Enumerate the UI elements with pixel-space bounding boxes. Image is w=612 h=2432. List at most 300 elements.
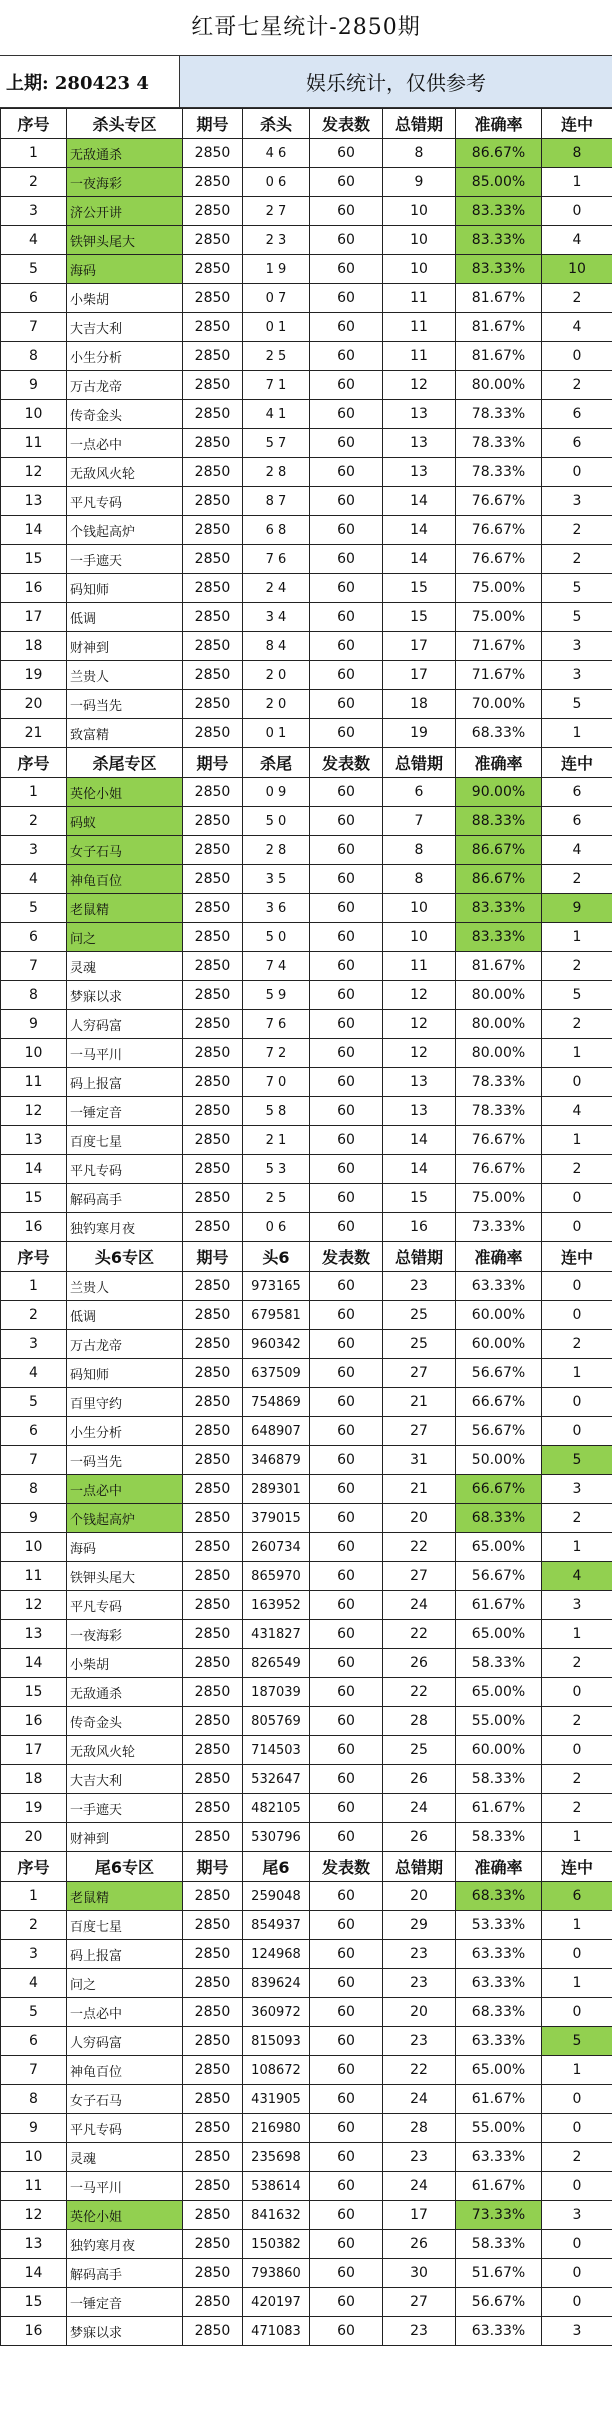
cell-name: 低调 bbox=[67, 603, 183, 632]
cell-numbers: 216980 bbox=[243, 2114, 310, 2143]
table-row bbox=[1, 1213, 612, 1242]
cell-total-wrong: 14 bbox=[383, 1155, 456, 1184]
cell-name: 无敌通杀 bbox=[67, 1678, 183, 1707]
cell-streak: 1 bbox=[542, 168, 612, 197]
cell-total-wrong: 11 bbox=[383, 952, 456, 981]
cell-streak: 4 bbox=[542, 226, 612, 255]
cell-rank: 16 bbox=[1, 1213, 67, 1242]
cell-numbers: 538614 bbox=[243, 2172, 310, 2201]
cell-rank: 11 bbox=[1, 429, 67, 458]
cell-period: 2850 bbox=[183, 2085, 243, 2114]
cell-streak: 5 bbox=[542, 2027, 612, 2056]
cell-period: 2850 bbox=[183, 1010, 243, 1039]
cell-streak: 2 bbox=[542, 545, 612, 574]
cell-numbers: 7 6 bbox=[243, 545, 310, 574]
cell-numbers: 793860 bbox=[243, 2259, 310, 2288]
cell-accuracy: 53.33% bbox=[456, 1911, 542, 1940]
cell-accuracy: 76.67% bbox=[456, 516, 542, 545]
cell-rank: 3 bbox=[1, 197, 67, 226]
header-cell-period: 期号 bbox=[183, 1852, 243, 1882]
cell-published: 60 bbox=[310, 545, 383, 574]
cell-name: 神龟百位 bbox=[67, 2056, 183, 2085]
cell-streak: 0 bbox=[542, 1272, 612, 1301]
table-row bbox=[1, 1620, 612, 1649]
table-row bbox=[1, 632, 612, 661]
cell-accuracy: 56.67% bbox=[456, 1417, 542, 1446]
header-cell-accuracy: 准确率 bbox=[456, 109, 542, 139]
cell-name: 小柴胡 bbox=[67, 1649, 183, 1678]
cell-total-wrong: 14 bbox=[383, 487, 456, 516]
cell-total-wrong: 26 bbox=[383, 1765, 456, 1794]
header-cell-streak: 连中 bbox=[542, 1852, 612, 1882]
cell-accuracy: 60.00% bbox=[456, 1330, 542, 1359]
cell-accuracy: 75.00% bbox=[456, 603, 542, 632]
disclaimer-banner: 娱乐统计，仅供参考 bbox=[180, 56, 612, 107]
cell-total-wrong: 24 bbox=[383, 2085, 456, 2114]
cell-published: 60 bbox=[310, 1068, 383, 1097]
cell-streak: 2 bbox=[542, 1504, 612, 1533]
cell-published: 60 bbox=[310, 894, 383, 923]
cell-total-wrong: 13 bbox=[383, 1068, 456, 1097]
cell-name: 码蚁 bbox=[67, 807, 183, 836]
cell-published: 60 bbox=[310, 1388, 383, 1417]
cell-period: 2850 bbox=[183, 545, 243, 574]
cell-period: 2850 bbox=[183, 2114, 243, 2143]
cell-period: 2850 bbox=[183, 1794, 243, 1823]
table-row bbox=[1, 1765, 612, 1794]
cell-rank: 14 bbox=[1, 516, 67, 545]
cell-accuracy: 80.00% bbox=[456, 1039, 542, 1068]
cell-total-wrong: 14 bbox=[383, 516, 456, 545]
cell-numbers: 5 0 bbox=[243, 923, 310, 952]
cell-published: 60 bbox=[310, 1707, 383, 1736]
cell-name: 一点必中 bbox=[67, 429, 183, 458]
cell-rank: 3 bbox=[1, 1940, 67, 1969]
cell-total-wrong: 15 bbox=[383, 1184, 456, 1213]
cell-published: 60 bbox=[310, 2230, 383, 2259]
cell-numbers: 431827 bbox=[243, 1620, 310, 1649]
cell-period: 2850 bbox=[183, 690, 243, 719]
table-row bbox=[1, 2027, 612, 2056]
cell-published: 60 bbox=[310, 2201, 383, 2230]
cell-published: 60 bbox=[310, 1794, 383, 1823]
cell-rank: 5 bbox=[1, 894, 67, 923]
table-row bbox=[1, 952, 612, 981]
cell-accuracy: 56.67% bbox=[456, 1359, 542, 1388]
section-header-row bbox=[1, 1852, 612, 1882]
cell-period: 2850 bbox=[183, 1969, 243, 1998]
cell-streak: 0 bbox=[542, 1417, 612, 1446]
cell-accuracy: 61.67% bbox=[456, 2085, 542, 2114]
cell-streak: 3 bbox=[542, 1591, 612, 1620]
cell-period: 2850 bbox=[183, 1823, 243, 1852]
cell-streak: 0 bbox=[542, 458, 612, 487]
table-row bbox=[1, 1039, 612, 1068]
cell-total-wrong: 20 bbox=[383, 1504, 456, 1533]
cell-streak: 3 bbox=[542, 2317, 612, 2346]
cell-accuracy: 65.00% bbox=[456, 2056, 542, 2085]
cell-rank: 21 bbox=[1, 719, 67, 748]
cell-numbers: 3 4 bbox=[243, 603, 310, 632]
table-row bbox=[1, 1184, 612, 1213]
cell-total-wrong: 15 bbox=[383, 574, 456, 603]
cell-period: 2850 bbox=[183, 1359, 243, 1388]
cell-streak: 0 bbox=[542, 1678, 612, 1707]
cell-accuracy: 76.67% bbox=[456, 1126, 542, 1155]
cell-published: 60 bbox=[310, 603, 383, 632]
cell-streak: 2 bbox=[542, 2143, 612, 2172]
cell-numbers: 163952 bbox=[243, 1591, 310, 1620]
cell-name: 百度七星 bbox=[67, 1126, 183, 1155]
cell-rank: 3 bbox=[1, 836, 67, 865]
cell-period: 2850 bbox=[183, 1097, 243, 1126]
cell-numbers: 0 6 bbox=[243, 1213, 310, 1242]
cell-period: 2850 bbox=[183, 458, 243, 487]
cell-published: 60 bbox=[310, 836, 383, 865]
cell-streak: 2 bbox=[542, 516, 612, 545]
cell-published: 60 bbox=[310, 2172, 383, 2201]
cell-period: 2850 bbox=[183, 1213, 243, 1242]
table-row bbox=[1, 400, 612, 429]
cell-period: 2850 bbox=[183, 371, 243, 400]
table-row bbox=[1, 1940, 612, 1969]
cell-name: 一点必中 bbox=[67, 1475, 183, 1504]
cell-accuracy: 60.00% bbox=[456, 1736, 542, 1765]
header-cell-total-wrong: 总错期 bbox=[383, 748, 456, 778]
cell-numbers: 4 1 bbox=[243, 400, 310, 429]
header-cell-published: 发表数 bbox=[310, 748, 383, 778]
cell-streak: 0 bbox=[542, 342, 612, 371]
table-row bbox=[1, 690, 612, 719]
cell-period: 2850 bbox=[183, 1765, 243, 1794]
cell-period: 2850 bbox=[183, 342, 243, 371]
table-row bbox=[1, 778, 612, 807]
cell-total-wrong: 26 bbox=[383, 2230, 456, 2259]
cell-numbers: 2 1 bbox=[243, 1126, 310, 1155]
cell-name: 小生分析 bbox=[67, 342, 183, 371]
cell-accuracy: 78.33% bbox=[456, 400, 542, 429]
cell-total-wrong: 30 bbox=[383, 2259, 456, 2288]
cell-name: 问之 bbox=[67, 1969, 183, 1998]
header-cell-numbers: 杀头 bbox=[243, 109, 310, 139]
cell-name: 神龟百位 bbox=[67, 865, 183, 894]
cell-period: 2850 bbox=[183, 923, 243, 952]
cell-numbers: 259048 bbox=[243, 1882, 310, 1911]
cell-rank: 13 bbox=[1, 2230, 67, 2259]
header-cell-name: 尾6专区 bbox=[67, 1852, 183, 1882]
cell-numbers: 5 3 bbox=[243, 1155, 310, 1184]
cell-period: 2850 bbox=[183, 168, 243, 197]
cell-rank: 5 bbox=[1, 255, 67, 284]
cell-period: 2850 bbox=[183, 2317, 243, 2346]
cell-streak: 5 bbox=[542, 574, 612, 603]
cell-total-wrong: 23 bbox=[383, 1940, 456, 1969]
cell-total-wrong: 14 bbox=[383, 1126, 456, 1155]
cell-accuracy: 63.33% bbox=[456, 2143, 542, 2172]
cell-rank: 4 bbox=[1, 1969, 67, 1998]
cell-numbers: 854937 bbox=[243, 1911, 310, 1940]
cell-published: 60 bbox=[310, 1301, 383, 1330]
cell-total-wrong: 13 bbox=[383, 400, 456, 429]
cell-name: 一马平川 bbox=[67, 1039, 183, 1068]
section-header-row bbox=[1, 1242, 612, 1272]
cell-period: 2850 bbox=[183, 1533, 243, 1562]
cell-numbers: 530796 bbox=[243, 1823, 310, 1852]
cell-streak: 6 bbox=[542, 429, 612, 458]
cell-name: 梦寐以求 bbox=[67, 2317, 183, 2346]
cell-rank: 15 bbox=[1, 545, 67, 574]
cell-total-wrong: 9 bbox=[383, 168, 456, 197]
cell-total-wrong: 24 bbox=[383, 1591, 456, 1620]
table-row bbox=[1, 1969, 612, 1998]
cell-streak: 1 bbox=[542, 2056, 612, 2085]
table-row bbox=[1, 719, 612, 748]
table-row bbox=[1, 923, 612, 952]
cell-name: 解码高手 bbox=[67, 1184, 183, 1213]
cell-streak: 2 bbox=[542, 1765, 612, 1794]
cell-published: 60 bbox=[310, 226, 383, 255]
cell-rank: 10 bbox=[1, 1533, 67, 1562]
cell-name: 海码 bbox=[67, 1533, 183, 1562]
cell-period: 2850 bbox=[183, 1940, 243, 1969]
cell-accuracy: 61.67% bbox=[456, 2172, 542, 2201]
cell-period: 2850 bbox=[183, 2172, 243, 2201]
cell-numbers: 2 5 bbox=[243, 1184, 310, 1213]
cell-rank: 8 bbox=[1, 342, 67, 371]
cell-numbers: 532647 bbox=[243, 1765, 310, 1794]
table-row bbox=[1, 516, 612, 545]
cell-accuracy: 76.67% bbox=[456, 545, 542, 574]
header-cell-rank: 序号 bbox=[1, 1242, 67, 1272]
cell-name: 一锤定音 bbox=[67, 2288, 183, 2317]
cell-streak: 5 bbox=[542, 690, 612, 719]
cell-period: 2850 bbox=[183, 1649, 243, 1678]
cell-rank: 4 bbox=[1, 1359, 67, 1388]
cell-period: 2850 bbox=[183, 1039, 243, 1068]
cell-accuracy: 56.67% bbox=[456, 1562, 542, 1591]
table-row bbox=[1, 2114, 612, 2143]
cell-streak: 0 bbox=[542, 1301, 612, 1330]
cell-name: 一锤定音 bbox=[67, 1097, 183, 1126]
header-cell-accuracy: 准确率 bbox=[456, 748, 542, 778]
cell-streak: 4 bbox=[542, 836, 612, 865]
table-row bbox=[1, 807, 612, 836]
cell-published: 60 bbox=[310, 1126, 383, 1155]
table-row bbox=[1, 1678, 612, 1707]
table-row bbox=[1, 284, 612, 313]
cell-period: 2850 bbox=[183, 778, 243, 807]
cell-total-wrong: 8 bbox=[383, 139, 456, 168]
cell-name: 一手遮天 bbox=[67, 545, 183, 574]
cell-name: 致富精 bbox=[67, 719, 183, 748]
cell-published: 60 bbox=[310, 1823, 383, 1852]
header-cell-numbers: 头6 bbox=[243, 1242, 310, 1272]
cell-streak: 2 bbox=[542, 371, 612, 400]
cell-rank: 5 bbox=[1, 1998, 67, 2027]
cell-published: 60 bbox=[310, 1184, 383, 1213]
cell-streak: 6 bbox=[542, 807, 612, 836]
cell-published: 60 bbox=[310, 400, 383, 429]
table-row bbox=[1, 168, 612, 197]
cell-period: 2850 bbox=[183, 2230, 243, 2259]
cell-accuracy: 63.33% bbox=[456, 2317, 542, 2346]
cell-total-wrong: 26 bbox=[383, 1649, 456, 1678]
header-cell-total-wrong: 总错期 bbox=[383, 109, 456, 139]
cell-numbers: 679581 bbox=[243, 1301, 310, 1330]
table-row bbox=[1, 1388, 612, 1417]
cell-rank: 7 bbox=[1, 313, 67, 342]
cell-name: 小生分析 bbox=[67, 1417, 183, 1446]
cell-numbers: 108672 bbox=[243, 2056, 310, 2085]
cell-rank: 20 bbox=[1, 690, 67, 719]
cell-accuracy: 81.67% bbox=[456, 313, 542, 342]
cell-period: 2850 bbox=[183, 2259, 243, 2288]
header-cell-published: 发表数 bbox=[310, 1852, 383, 1882]
cell-name: 财神到 bbox=[67, 1823, 183, 1852]
header-cell-name: 杀尾专区 bbox=[67, 748, 183, 778]
cell-period: 2850 bbox=[183, 1301, 243, 1330]
cell-name: 平凡专码 bbox=[67, 487, 183, 516]
table-row bbox=[1, 2259, 612, 2288]
cell-streak: 3 bbox=[542, 2201, 612, 2230]
table-row bbox=[1, 1707, 612, 1736]
cell-rank: 2 bbox=[1, 1301, 67, 1330]
cell-streak: 0 bbox=[542, 1184, 612, 1213]
cell-rank: 9 bbox=[1, 371, 67, 400]
cell-name: 万古龙帝 bbox=[67, 1330, 183, 1359]
section-header-row bbox=[1, 109, 612, 139]
cell-numbers: 865970 bbox=[243, 1562, 310, 1591]
cell-period: 2850 bbox=[183, 632, 243, 661]
table-row bbox=[1, 2288, 612, 2317]
cell-total-wrong: 20 bbox=[383, 1882, 456, 1911]
cell-period: 2850 bbox=[183, 1911, 243, 1940]
cell-accuracy: 71.67% bbox=[456, 661, 542, 690]
cell-accuracy: 90.00% bbox=[456, 778, 542, 807]
cell-rank: 5 bbox=[1, 1388, 67, 1417]
cell-name: 兰贵人 bbox=[67, 661, 183, 690]
cell-accuracy: 83.33% bbox=[456, 894, 542, 923]
table-row bbox=[1, 313, 612, 342]
header-cell-streak: 连中 bbox=[542, 109, 612, 139]
cell-streak: 3 bbox=[542, 661, 612, 690]
cell-accuracy: 80.00% bbox=[456, 1010, 542, 1039]
cell-accuracy: 75.00% bbox=[456, 574, 542, 603]
header-cell-name: 头6专区 bbox=[67, 1242, 183, 1272]
table-row bbox=[1, 2317, 612, 2346]
cell-published: 60 bbox=[310, 923, 383, 952]
cell-published: 60 bbox=[310, 2085, 383, 2114]
cell-published: 60 bbox=[310, 2056, 383, 2085]
cell-rank: 4 bbox=[1, 865, 67, 894]
cell-rank: 13 bbox=[1, 487, 67, 516]
cell-numbers: 4 6 bbox=[243, 139, 310, 168]
cell-total-wrong: 13 bbox=[383, 429, 456, 458]
cell-total-wrong: 21 bbox=[383, 1388, 456, 1417]
cell-period: 2850 bbox=[183, 865, 243, 894]
cell-period: 2850 bbox=[183, 1446, 243, 1475]
cell-name: 女子石马 bbox=[67, 836, 183, 865]
cell-rank: 2 bbox=[1, 1911, 67, 1940]
cell-numbers: 5 8 bbox=[243, 1097, 310, 1126]
cell-published: 60 bbox=[310, 458, 383, 487]
cell-published: 60 bbox=[310, 2259, 383, 2288]
cell-period: 2850 bbox=[183, 429, 243, 458]
cell-accuracy: 68.33% bbox=[456, 719, 542, 748]
cell-name: 梦寐以求 bbox=[67, 981, 183, 1010]
cell-accuracy: 80.00% bbox=[456, 981, 542, 1010]
cell-rank: 20 bbox=[1, 1823, 67, 1852]
cell-name: 独钓寒月夜 bbox=[67, 1213, 183, 1242]
header-cell-rank: 序号 bbox=[1, 109, 67, 139]
cell-period: 2850 bbox=[183, 1736, 243, 1765]
cell-total-wrong: 24 bbox=[383, 1794, 456, 1823]
cell-numbers: 346879 bbox=[243, 1446, 310, 1475]
cell-rank: 12 bbox=[1, 1097, 67, 1126]
cell-streak: 2 bbox=[542, 865, 612, 894]
cell-total-wrong: 10 bbox=[383, 894, 456, 923]
table-row bbox=[1, 2201, 612, 2230]
cell-name: 灵魂 bbox=[67, 952, 183, 981]
cell-streak: 1 bbox=[542, 1039, 612, 1068]
cell-name: 一夜海彩 bbox=[67, 1620, 183, 1649]
cell-rank: 19 bbox=[1, 661, 67, 690]
cell-total-wrong: 27 bbox=[383, 1417, 456, 1446]
cell-total-wrong: 10 bbox=[383, 255, 456, 284]
cell-accuracy: 63.33% bbox=[456, 2027, 542, 2056]
table-row bbox=[1, 1562, 612, 1591]
cell-accuracy: 58.33% bbox=[456, 1649, 542, 1678]
cell-total-wrong: 22 bbox=[383, 2056, 456, 2085]
cell-streak: 5 bbox=[542, 981, 612, 1010]
cell-period: 2850 bbox=[183, 1126, 243, 1155]
cell-published: 60 bbox=[310, 313, 383, 342]
table-row bbox=[1, 1475, 612, 1504]
cell-name: 灵魂 bbox=[67, 2143, 183, 2172]
cell-published: 60 bbox=[310, 778, 383, 807]
table-row bbox=[1, 487, 612, 516]
cell-published: 60 bbox=[310, 516, 383, 545]
cell-rank: 15 bbox=[1, 1678, 67, 1707]
cell-accuracy: 56.67% bbox=[456, 2288, 542, 2317]
table-row bbox=[1, 1126, 612, 1155]
cell-rank: 6 bbox=[1, 2027, 67, 2056]
cell-name: 人穷码富 bbox=[67, 1010, 183, 1039]
cell-streak: 3 bbox=[542, 1475, 612, 1504]
table-row bbox=[1, 255, 612, 284]
cell-name: 英伦小姐 bbox=[67, 2201, 183, 2230]
cell-period: 2850 bbox=[183, 1620, 243, 1649]
cell-accuracy: 51.67% bbox=[456, 2259, 542, 2288]
cell-total-wrong: 12 bbox=[383, 1039, 456, 1068]
cell-period: 2850 bbox=[183, 661, 243, 690]
table-row bbox=[1, 1010, 612, 1039]
cell-period: 2850 bbox=[183, 1475, 243, 1504]
table-row bbox=[1, 1446, 612, 1475]
cell-name: 传奇金头 bbox=[67, 1707, 183, 1736]
cell-total-wrong: 21 bbox=[383, 1475, 456, 1504]
cell-rank: 1 bbox=[1, 1272, 67, 1301]
cell-numbers: 7 0 bbox=[243, 1068, 310, 1097]
cell-total-wrong: 13 bbox=[383, 458, 456, 487]
cell-total-wrong: 17 bbox=[383, 2201, 456, 2230]
cell-numbers: 960342 bbox=[243, 1330, 310, 1359]
cell-rank: 13 bbox=[1, 1620, 67, 1649]
table-row bbox=[1, 894, 612, 923]
cell-streak: 0 bbox=[542, 1213, 612, 1242]
table-row bbox=[1, 1882, 612, 1911]
table-row bbox=[1, 1591, 612, 1620]
